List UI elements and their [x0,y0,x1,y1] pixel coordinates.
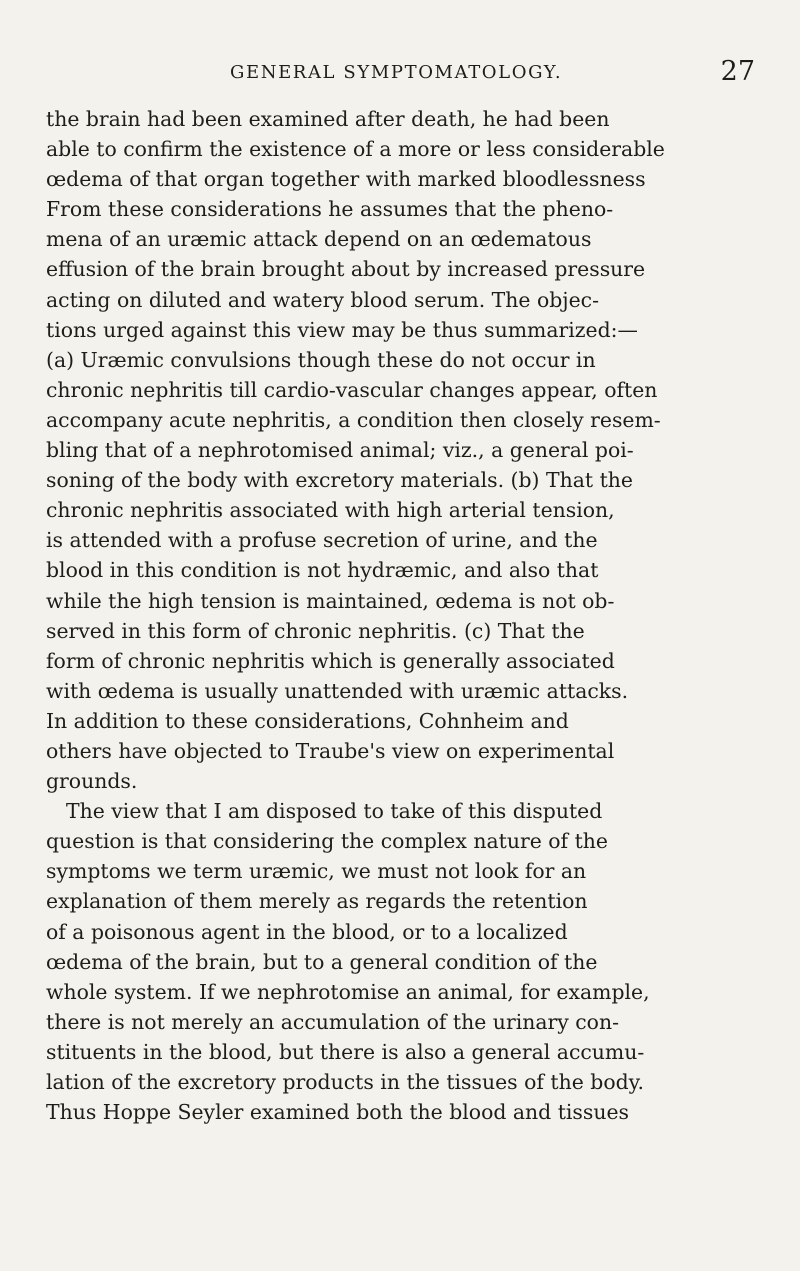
text-line: tions urged against this view may be thus summarized:— [46,317,638,342]
text-line: stituents in the blood, but there is also a general accumu- [46,1039,645,1064]
text-line: acting on diluted and watery blood serum. The objec- [46,287,599,312]
text-line: mena of an uræmic attack depend on an œdematous [46,227,592,252]
running-title: GENERAL SYMPTOMATOLOGY. [230,62,563,83]
text-line: others have objected to Traube's view on experimental [46,738,615,763]
text-line: chronic nephritis till cardio-vascular changes appear, often [46,377,658,402]
text-line: accompany acute nephritis, a condition then closely resem- [46,407,661,432]
text-line: lation of the excretory products in the tissues of the body. [46,1070,644,1094]
text-line: there is not merely an accumulation of the urinary con- [46,1009,619,1034]
text-line: the brain had been examined after death, he had been [46,107,610,131]
text-line: chronic nephritis associated with high arterial tension, [46,498,615,523]
text-line: (a) Uræmic convulsions though these do not occur in [46,347,596,372]
text-line: grounds. [46,769,138,794]
text-line: effusion of the brain brought about by increased pressure [46,257,646,282]
text-line: blood in this condition is not hydræmic, and also that [46,558,599,583]
text-line: able to confirm the existence of a more or less considerable [46,137,665,162]
text-line: served in this form of chronic nephritis. (c) That the [46,618,585,643]
text-line: soning of the body with excretory materials. (b) That the [46,468,633,493]
text-line: explanation of them merely as regards the retention [46,889,588,914]
text-line: œdema of that organ together with marked bloodlessness [46,167,646,192]
text-line: while the high tension is maintained, œdema is not ob- [46,588,615,613]
text-line: is attended with a profuse secretion of urine, and the [46,528,598,553]
text-line: œdema of the brain, but to a general condition of the [46,949,598,974]
text-line: with œdema is usually unattended with uræmic attacks. [46,678,629,703]
page-number: 27 [720,56,755,87]
body-text [46,104,766,1127]
text-line: The view that I am disposed to take of this disputed [66,799,603,824]
text-line: form of chronic nephritis which is generally associated [46,648,615,673]
text-line: question is that considering the complex nature of the [46,829,608,854]
text-line: Thus Hoppe Seyler examined both the blood and tissues [46,1100,630,1125]
text-line: From these considerations he assumes that the pheno- [46,197,614,222]
text-line: symptoms we term uræmic, we must not look for an [46,859,587,884]
text-line: bling that of a nephrotomised animal; viz., a general poi- [46,438,634,463]
running-head [45,56,755,90]
text-line: whole system. If we nephrotomise an animal, for example, [46,979,650,1004]
text-line: of a poisonous agent in the blood, or to a localized [46,919,568,944]
text-line: In addition to these considerations, Cohnheim and [46,708,569,733]
